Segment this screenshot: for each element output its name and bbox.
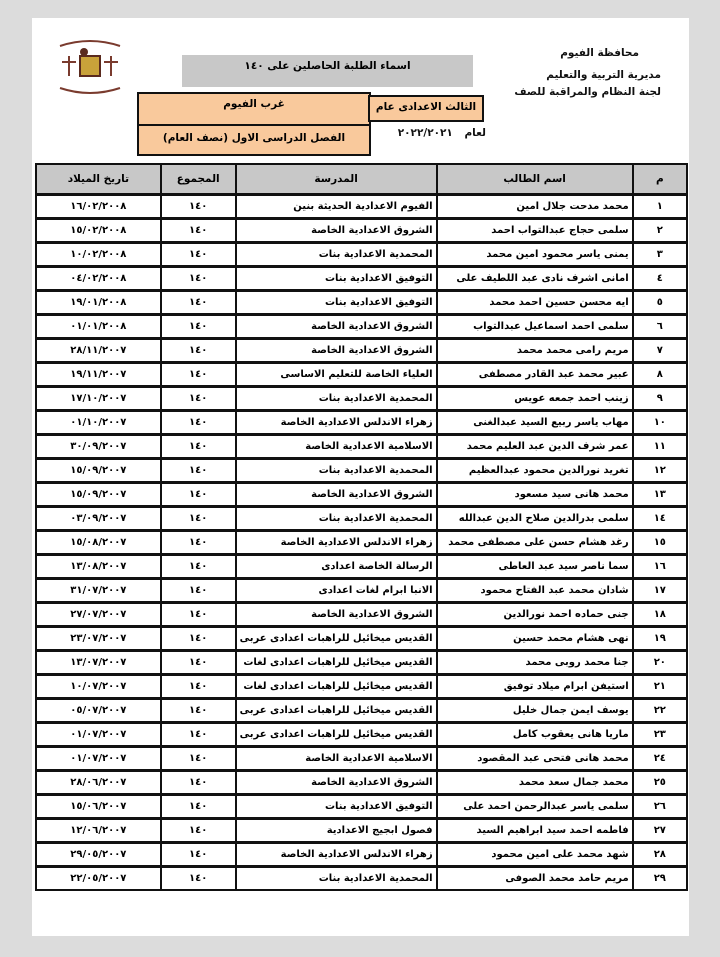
table-row — [36, 771, 687, 795]
table-row — [36, 627, 687, 651]
birth-date: ٣٠/٠٩/٢٠٠٧ — [36, 435, 161, 459]
school-name: الاسلامية الاعدادية الخاصة — [236, 435, 437, 459]
birth-date: ١٩/٠١/٢٠٠٨ — [36, 291, 161, 315]
table-row — [36, 411, 687, 435]
column-total-header: المجموع — [161, 164, 236, 195]
year-label: لعام — [464, 127, 486, 139]
table-row — [36, 555, 687, 579]
table-row — [36, 507, 687, 531]
total-score: ١٤٠ — [161, 651, 236, 675]
table-row — [36, 651, 687, 675]
school-name: زهراء الاندلس الاعدادية الخاصة — [236, 843, 437, 867]
student-name: شهد محمد على امين محمود — [437, 843, 633, 867]
row-number: ٤ — [633, 267, 687, 291]
birth-date: ٠٥/٠٧/٢٠٠٧ — [36, 699, 161, 723]
student-name: تغريد نورالدين محمود عبدالعظيم — [437, 459, 633, 483]
students-table — [35, 163, 688, 891]
table-row — [36, 531, 687, 555]
row-number: ١٨ — [633, 603, 687, 627]
student-name: عمر شرف الدين عبد العليم محمد — [437, 435, 633, 459]
school-name: الشروق الاعدادية الخاصة — [236, 219, 437, 243]
student-name: مريم حامد محمد الصوفى — [437, 867, 633, 891]
school-name: المحمدية الاعدادية بنات — [236, 459, 437, 483]
row-number: ٢٢ — [633, 699, 687, 723]
total-score: ١٤٠ — [161, 795, 236, 819]
total-score: ١٤٠ — [161, 747, 236, 771]
birth-date: ١٥/٠٩/٢٠٠٧ — [36, 483, 161, 507]
student-name: سلمى حجاج عبدالتواب احمد — [437, 219, 633, 243]
table-row — [36, 267, 687, 291]
total-score: ١٤٠ — [161, 291, 236, 315]
student-name: سلمى بدرالدين صلاح الدين عبدالله — [437, 507, 633, 531]
table-row — [36, 219, 687, 243]
row-number: ١٧ — [633, 579, 687, 603]
table-row — [36, 315, 687, 339]
school-name: التوفيق الاعدادية بنات — [236, 795, 437, 819]
birth-date: ١٥/٠٢/٢٠٠٨ — [36, 219, 161, 243]
student-name: امانى اشرف نادى عبد اللطيف على — [437, 267, 633, 291]
total-score: ١٤٠ — [161, 771, 236, 795]
student-name: استيفن ابرام ميلاد توفيق — [437, 675, 633, 699]
total-score: ١٤٠ — [161, 507, 236, 531]
total-score: ١٤٠ — [161, 339, 236, 363]
birth-date: ١٥/٠٦/٢٠٠٧ — [36, 795, 161, 819]
column-number-header: م — [633, 164, 687, 195]
row-number: ٢٧ — [633, 819, 687, 843]
table-row — [36, 435, 687, 459]
birth-date: ٠١/٠١/٢٠٠٨ — [36, 315, 161, 339]
total-score: ١٤٠ — [161, 483, 236, 507]
student-name: عبير محمد عبد القادر مصطفى — [437, 363, 633, 387]
school-name: الاسلامية الاعدادية الخاصة — [236, 747, 437, 771]
table-row — [36, 867, 687, 891]
birth-date: ١٩/١١/٢٠٠٧ — [36, 363, 161, 387]
school-name: الشروق الاعدادية الخاصة — [236, 603, 437, 627]
row-number: ١٠ — [633, 411, 687, 435]
birth-date: ٢٣/٠٧/٢٠٠٧ — [36, 627, 161, 651]
table-row — [36, 387, 687, 411]
table-row — [36, 459, 687, 483]
school-name: التوفيق الاعدادية بنات — [236, 267, 437, 291]
student-name: محمد مدحت جلال امين — [437, 195, 633, 219]
total-score: ١٤٠ — [161, 723, 236, 747]
row-number: ٢٨ — [633, 843, 687, 867]
school-name: المحمدية الاعدادية بنات — [236, 867, 437, 891]
total-score: ١٤٠ — [161, 459, 236, 483]
school-name: زهراء الاندلس الاعدادية الخاصة — [236, 531, 437, 555]
row-number: ٢٥ — [633, 771, 687, 795]
total-score: ١٤٠ — [161, 195, 236, 219]
table-row — [36, 699, 687, 723]
student-name: زينب احمد جمعه عويس — [437, 387, 633, 411]
row-number: ١٩ — [633, 627, 687, 651]
total-score: ١٤٠ — [161, 843, 236, 867]
grade-label: الثالث الاعدادى عام — [368, 95, 484, 122]
birth-date: ٢٧/٠٧/٢٠٠٧ — [36, 603, 161, 627]
table-row — [36, 675, 687, 699]
birth-date: ٢٨/١١/٢٠٠٧ — [36, 339, 161, 363]
table-row — [36, 579, 687, 603]
student-name: محمد جمال سعد محمد — [437, 771, 633, 795]
birth-date: ١٢/٠٦/٢٠٠٧ — [36, 819, 161, 843]
school-name: القديس ميخائيل للراهبات اعدادى عربى — [236, 627, 437, 651]
total-score: ١٤٠ — [161, 867, 236, 891]
table-row — [36, 747, 687, 771]
row-number: ٢ — [633, 219, 687, 243]
school-name: الرسالة الخاصة اعدادى — [236, 555, 437, 579]
row-number: ٧ — [633, 339, 687, 363]
birth-date: ٠١/٠٧/٢٠٠٧ — [36, 723, 161, 747]
row-number: ٢١ — [633, 675, 687, 699]
school-name: الشروق الاعدادية الخاصة — [236, 483, 437, 507]
total-score: ١٤٠ — [161, 267, 236, 291]
admin-label: غرب الفيوم — [139, 94, 369, 126]
column-student-name-header: اسم الطالب — [437, 164, 633, 195]
total-score: ١٤٠ — [161, 579, 236, 603]
table-header-row — [36, 164, 687, 195]
total-score: ١٤٠ — [161, 315, 236, 339]
student-name: جنى حماده احمد نورالدين — [437, 603, 633, 627]
table-row — [36, 195, 687, 219]
row-number: ٣ — [633, 243, 687, 267]
document-page — [32, 18, 689, 936]
total-score: ١٤٠ — [161, 675, 236, 699]
student-name: نهى هشام محمد حسين — [437, 627, 633, 651]
birth-date: ٠٤/٠٢/٢٠٠٨ — [36, 267, 161, 291]
committee-label: لجنة النظام والمراقبة للصف — [514, 86, 661, 98]
birth-date: ١٦/٠٢/٢٠٠٨ — [36, 195, 161, 219]
row-number: ٢٣ — [633, 723, 687, 747]
total-score: ١٤٠ — [161, 363, 236, 387]
total-score: ١٤٠ — [161, 387, 236, 411]
student-name: ايه محسن حسين احمد محمد — [437, 291, 633, 315]
student-name: محمد هانى فتحى عبد المقصود — [437, 747, 633, 771]
birth-date: ١٥/٠٨/٢٠٠٧ — [36, 531, 161, 555]
school-name: العلياء الخاصة للتعليم الاساسى — [236, 363, 437, 387]
student-name: يوسف ايمن جمال خليل — [437, 699, 633, 723]
total-score: ١٤٠ — [161, 411, 236, 435]
row-number: ٨ — [633, 363, 687, 387]
admin-term-box — [137, 92, 371, 156]
total-score: ١٤٠ — [161, 627, 236, 651]
term-label: الفصل الدراسى الاول (نصف العام) — [162, 132, 346, 144]
school-name: المحمدية الاعدادية بنات — [236, 387, 437, 411]
birth-date: ٠١/١٠/٢٠٠٧ — [36, 411, 161, 435]
birth-date: ١٣/٠٨/٢٠٠٧ — [36, 555, 161, 579]
birth-date: ٠١/٠٧/٢٠٠٧ — [36, 747, 161, 771]
birth-date: ٢٩/٠٥/٢٠٠٧ — [36, 843, 161, 867]
total-score: ١٤٠ — [161, 555, 236, 579]
school-name: القديس ميخائيل للراهبات اعدادى عربى — [236, 699, 437, 723]
student-name: جنا محمد روبى محمد — [437, 651, 633, 675]
birth-date: ٢٨/٠٦/٢٠٠٧ — [36, 771, 161, 795]
table-row — [36, 819, 687, 843]
row-number: ٩ — [633, 387, 687, 411]
total-score: ١٤٠ — [161, 819, 236, 843]
birth-date: ١٠/٠٢/٢٠٠٨ — [36, 243, 161, 267]
logo — [54, 38, 126, 98]
table-row — [36, 483, 687, 507]
birth-date: ١٧/١٠/٢٠٠٧ — [36, 387, 161, 411]
student-name: ماريا هانى يعقوب كامل — [437, 723, 633, 747]
total-score: ١٤٠ — [161, 435, 236, 459]
birth-date: ١٥/٠٩/٢٠٠٧ — [36, 459, 161, 483]
table-row — [36, 723, 687, 747]
school-name: القديس ميخائيل للراهبات اعدادى لغات — [236, 651, 437, 675]
row-number: ٢٠ — [633, 651, 687, 675]
directorate-label: مديرية التربية والتعليم — [546, 69, 661, 81]
birth-date: ٠٣/٠٩/٢٠٠٧ — [36, 507, 161, 531]
student-name: محمد هانى سيد مسعود — [437, 483, 633, 507]
student-name: رغد هشام حسن على مصطفى محمد — [437, 531, 633, 555]
school-name: المحمدية الاعدادية بنات — [236, 243, 437, 267]
row-number: ١ — [633, 195, 687, 219]
row-number: ٢٤ — [633, 747, 687, 771]
total-score: ١٤٠ — [161, 699, 236, 723]
school-name: زهراء الاندلس الاعدادية الخاصة — [236, 411, 437, 435]
table-row — [36, 243, 687, 267]
student-name: مريم رامى محمد محمد — [437, 339, 633, 363]
school-name: الانبا ابرام لغات اعدادى — [236, 579, 437, 603]
student-name: شادان محمد عبد الفتاح محمود — [437, 579, 633, 603]
school-name: الفيوم الاعدادية الحديثة بنين — [236, 195, 437, 219]
school-name: فصول ابجيج الاعدادية — [236, 819, 437, 843]
table-row — [36, 291, 687, 315]
row-number: ٥ — [633, 291, 687, 315]
total-score: ١٤٠ — [161, 243, 236, 267]
year-line — [370, 127, 486, 139]
student-name: مهاب ياسر ربيع السيد عبدالغنى — [437, 411, 633, 435]
year-value: ٢٠٢٢/٢٠٢١ — [397, 127, 453, 139]
school-name: القديس ميخائيل للراهبات اعدادى لغات — [236, 675, 437, 699]
school-name: الشروق الاعدادية الخاصة — [236, 339, 437, 363]
row-number: ١٦ — [633, 555, 687, 579]
row-number: ١٣ — [633, 483, 687, 507]
birth-date: ١٣/٠٧/٢٠٠٧ — [36, 651, 161, 675]
birth-date: ٣١/٠٧/٢٠٠٧ — [36, 579, 161, 603]
row-number: ٢٦ — [633, 795, 687, 819]
row-number: ٦ — [633, 315, 687, 339]
total-score: ١٤٠ — [161, 603, 236, 627]
school-name: الشروق الاعدادية الخاصة — [236, 315, 437, 339]
table-row — [36, 363, 687, 387]
row-number: ١٤ — [633, 507, 687, 531]
table-row — [36, 843, 687, 867]
student-name: سلمى احمد اسماعيل عبدالتواب — [437, 315, 633, 339]
birth-date: ١٠/٠٧/٢٠٠٧ — [36, 675, 161, 699]
row-number: ١٥ — [633, 531, 687, 555]
column-school-header: المدرسة — [236, 164, 437, 195]
school-name: الشروق الاعدادية الخاصة — [236, 771, 437, 795]
student-name: يمنى ياسر محمود امين محمد — [437, 243, 633, 267]
row-number: ٢٩ — [633, 867, 687, 891]
table-row — [36, 795, 687, 819]
student-name: سما ناصر سيد عبد العاطى — [437, 555, 633, 579]
school-name: التوفيق الاعدادية بنات — [236, 291, 437, 315]
total-score: ١٤٠ — [161, 531, 236, 555]
birth-date: ٢٢/٠٥/٢٠٠٧ — [36, 867, 161, 891]
school-name: القديس ميخائيل للراهبات اعدادى عربى — [236, 723, 437, 747]
report-title: اسماء الطلبة الحاصلين على ١٤٠ — [182, 55, 473, 87]
column-birth-date-header: تاريخ الميلاد — [36, 164, 161, 195]
school-name: المحمدية الاعدادية بنات — [236, 507, 437, 531]
row-number: ١٢ — [633, 459, 687, 483]
table-row — [36, 339, 687, 363]
total-score: ١٤٠ — [161, 219, 236, 243]
table-row — [36, 603, 687, 627]
row-number: ١١ — [633, 435, 687, 459]
student-name: فاطمه احمد سيد ابراهيم السيد — [437, 819, 633, 843]
governorate-label: محافظة الفيوم — [560, 47, 639, 59]
student-name: سلمى ياسر عبدالرحمن احمد على — [437, 795, 633, 819]
